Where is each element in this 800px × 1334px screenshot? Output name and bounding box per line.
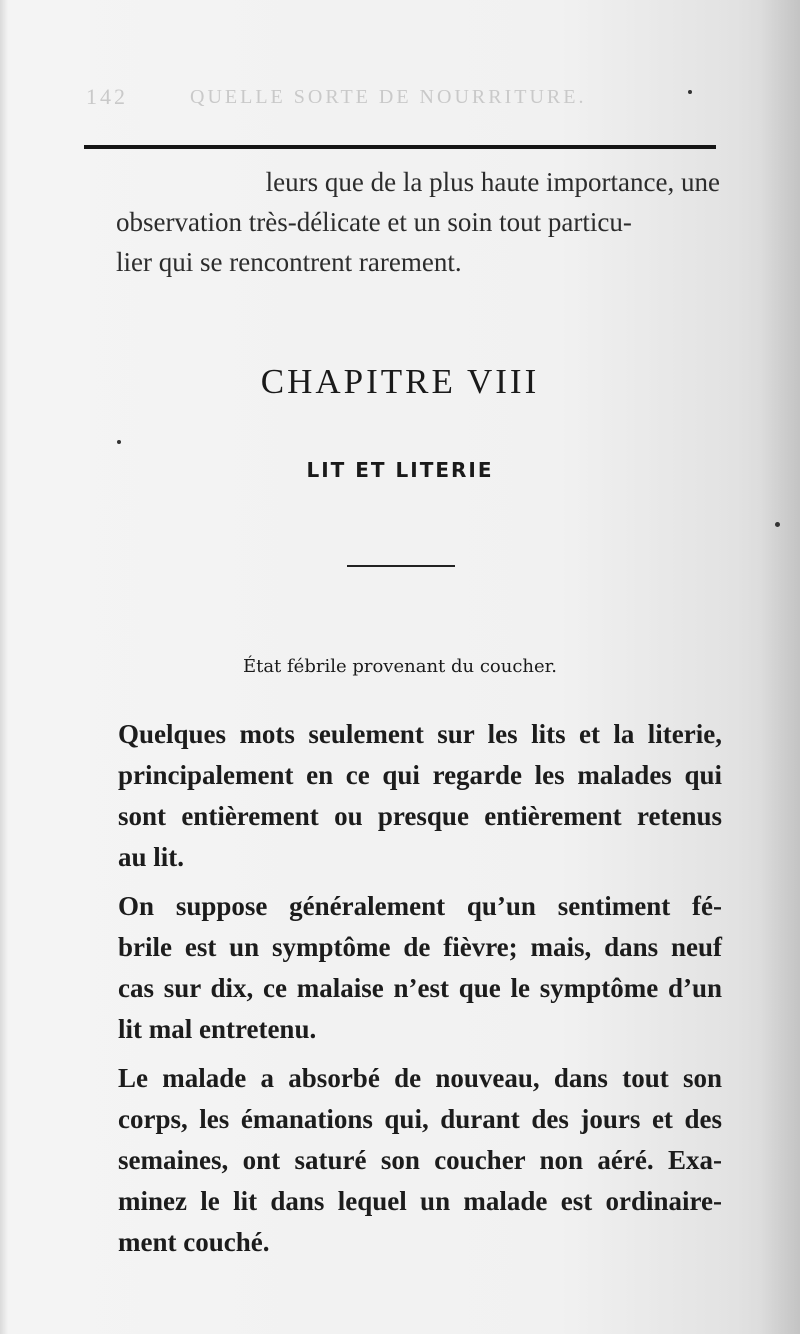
previous-text-line: leurs que de la plus haute importance, une bbox=[265, 167, 720, 197]
text-line: Quelques mots seulement sur les lits et la literie, bbox=[118, 719, 722, 749]
chapter-subheading: État fébrile provenant du coucher. bbox=[242, 656, 558, 677]
text-line: sont entièrement ou presque entièrement retenus bbox=[118, 801, 722, 831]
text-line: corps, les émanations qui, durant des jours et des bbox=[118, 1104, 722, 1134]
previous-section-text bbox=[116, 162, 720, 282]
ink-speck bbox=[688, 90, 692, 94]
text-line: minez le lit dans lequel un malade est ordinaire- bbox=[118, 1186, 722, 1216]
paragraph bbox=[118, 714, 722, 878]
previous-text-line: observation très-délicate et un soin tout particu- bbox=[116, 207, 632, 237]
running-head-title: QUELLE SORTE DE NOURRITURE. bbox=[190, 86, 587, 108]
ink-speck bbox=[117, 440, 121, 444]
text-line: Le malade a absorbé de nouveau, dans tout son bbox=[118, 1063, 722, 1093]
title-rule bbox=[347, 565, 455, 567]
paragraph bbox=[118, 886, 722, 1050]
text-line: cas sur dix, ce malaise n’est que le symptôme d’un bbox=[118, 973, 722, 1003]
body-text bbox=[118, 714, 722, 1271]
text-line: principalement en ce qui regarde les malades qui bbox=[118, 760, 722, 790]
text-line: semaines, ont saturé son coucher non aéré. Exa- bbox=[118, 1145, 722, 1175]
previous-text-line: lier qui se rencontrent rarement. bbox=[116, 247, 462, 277]
paragraph bbox=[118, 1058, 722, 1263]
text-line: lit mal entretenu. bbox=[118, 1014, 317, 1044]
chapter-title: LIT ET LITERIE bbox=[306, 458, 494, 482]
chapter-heading: CHAPITRE VIII bbox=[260, 362, 540, 401]
text-line: On suppose généralement qu’un sentiment fé- bbox=[118, 891, 722, 921]
text-line: brile est un symptôme de fièvre; mais, dans neuf bbox=[118, 932, 722, 962]
page-number: 142 bbox=[86, 84, 128, 109]
header-rule bbox=[84, 145, 716, 149]
text-line: au lit. bbox=[118, 842, 185, 872]
ink-speck bbox=[775, 522, 780, 527]
text-line: ment couché. bbox=[118, 1227, 270, 1257]
running-head bbox=[80, 84, 720, 114]
